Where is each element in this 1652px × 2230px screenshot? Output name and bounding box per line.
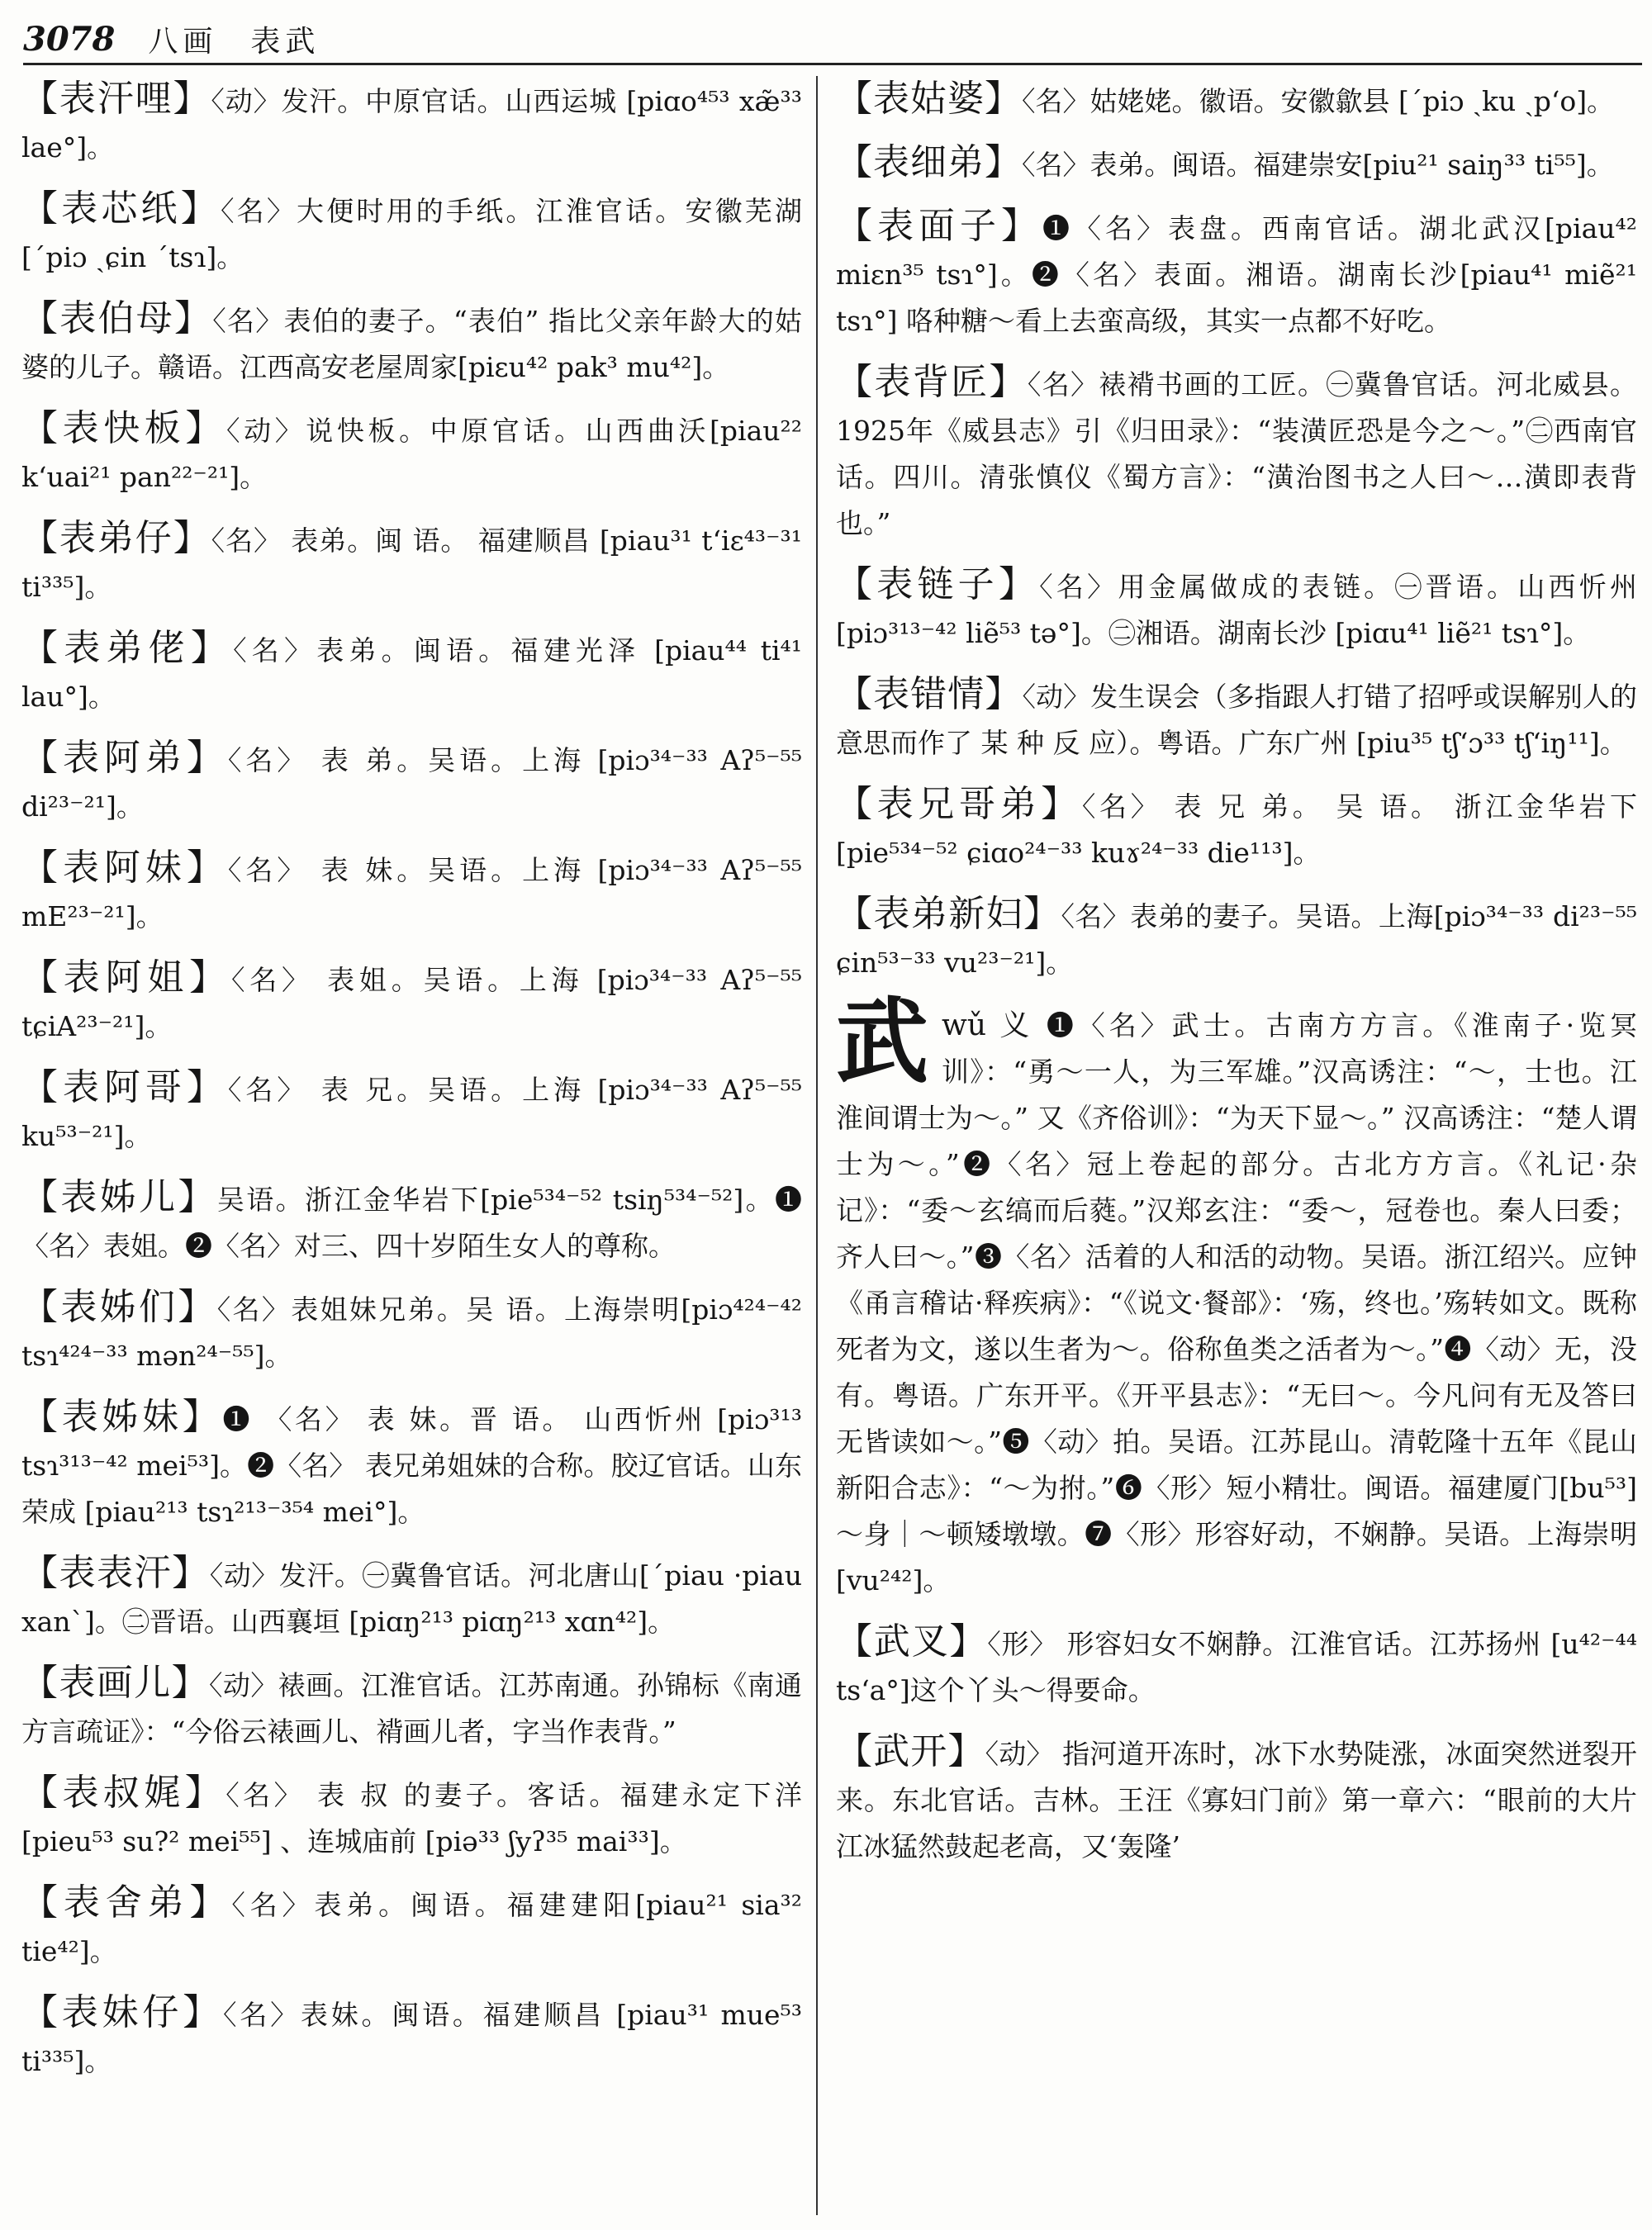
entry-term: 【表画儿】 bbox=[21, 1662, 210, 1704]
entry-text: 〈名〉 表弟。闽 语。 福建顺昌 [piau³¹ t‘iɛ⁴³⁻³¹ ti³³⁵]。 bbox=[21, 524, 803, 603]
head-character: 武 bbox=[836, 988, 928, 1096]
dictionary-entry bbox=[21, 845, 802, 940]
entry-text: 〈动〉说快板。中原官话。山西曲沃[piau²² k‘uai²¹ pan²²⁻²¹]。 bbox=[21, 415, 802, 493]
entry-term: 【表舍弟】 bbox=[21, 1881, 232, 1924]
entry-term: 【表面子】 bbox=[836, 205, 1043, 247]
entry-text: 〈名〉表妹。闽语。福建顺昌 [piau³¹ mue⁵³ ti³³⁵]。 bbox=[21, 1999, 803, 2077]
dictionary-entry bbox=[21, 406, 802, 501]
left-column bbox=[21, 76, 802, 2100]
head-character-definition: ❶〈名〉武士。古南方方言。《淮南子·览冥训》：“勇～一人，为三军雄。”汉高诱注：“～，士也。江淮间谓士为～。” 又《齐俗训》：“为天下显～。” 汉高诱注：“楚人谓士为～。”❷〈名〉冠上卷起的部分。古北方方言。《礼记·杂记》：“委～玄缟而后蕤。”汉郑玄注：“委～，冠卷也。秦人曰委；齐人曰～。”❸〈名〉活着的人和活的动物。吴语。浙江绍兴。应钟《甬言稽诂·释疾病》：“《说文·餐部》：‘殇，终也。’殇转如文。既称死者为文，遂以生者为～。俗称鱼类之活者为～。”❹〈动〉无，没有。粤语。广东开平。《开平县志》：“无曰～。今凡问有无及答曰无皆读如～。”❺〈动〉拍。吴语。江苏昆山。清乾隆十五年《昆山新阳合志》：“～为拊。”❻〈形〉短小精壮。闽语。福建厦门[bu⁵³] ～身｜～顿矮墩墩。❼〈形〉形容好动，不娴静。吴语。上海崇明 [vu²⁴²]。 bbox=[836, 1009, 1637, 1597]
entry-term: 【表姊儿】 bbox=[21, 1176, 217, 1218]
dictionary-entry bbox=[21, 296, 802, 391]
entry-term: 【表表汗】 bbox=[21, 1552, 210, 1594]
head-character-entry bbox=[836, 988, 1637, 1604]
entry-text: 〈名〉姑姥姥。徽语。安徽歙县 [ˊpiɔ ˏku ˏp‘o]。 bbox=[1022, 85, 1615, 117]
entry-text: 〈名〉表伯的妻子。“表伯” 指比父亲年龄大的姑婆的儿子。赣语。江西高安老屋周家[piɛu⁴² pak³ mu⁴²]。 bbox=[21, 305, 803, 383]
entry-term: 【表阿姐】 bbox=[21, 956, 231, 999]
dictionary-entry bbox=[836, 1729, 1637, 1870]
dictionary-entry bbox=[21, 515, 802, 610]
entry-term: 【表汗哩】 bbox=[21, 78, 211, 120]
entry-text: 〈动〉裱画。江淮官话。江苏南通。孙锦标《南通方言疏证》：“今俗云裱画儿、褙画儿者，字当作表背。” bbox=[21, 1669, 803, 1748]
headword-range: 表武 bbox=[250, 24, 320, 59]
entry-text: 〈名〉 表 叔 的妻子。客话。福建永定下洋 [pieu⁵³ su?² mei⁵⁵] 、连城庙前 [piə³³ ʃyʔ³⁵ mai³³]。 bbox=[21, 1779, 802, 1858]
entry-text: 〈名〉 表 兄。吴语。上海 [piɔ³⁴⁻³³ Aʔ⁵⁻⁵⁵ ku⁵³⁻²¹]。 bbox=[21, 1074, 802, 1152]
entry-text: 〈名〉表弟。闽语。福建建阳[piau²¹ sia³² tie⁴²]。 bbox=[21, 1889, 802, 1967]
page-header bbox=[23, 15, 1642, 65]
entry-term: 【表弟仔】 bbox=[21, 517, 211, 559]
entry-term: 【表背匠】 bbox=[836, 361, 1028, 403]
entry-term: 【表弟新妇】 bbox=[836, 893, 1061, 935]
entry-term: 【表阿哥】 bbox=[21, 1066, 228, 1108]
entry-term: 【表细弟】 bbox=[836, 141, 1022, 183]
column-divider bbox=[816, 76, 818, 2215]
entry-text: ❶ 〈名〉 表 妹。晋 语。 山西忻州 [piɔ³¹³ tsɿ³¹³⁻⁴² mei⁵³]。❷〈名〉 表兄弟姐妹的合称。胶辽官话。山东荣成 [piau²¹³ tsɿ²¹³⁻³⁵⁴ mei°]。 bbox=[21, 1403, 802, 1528]
entry-text: 〈动〉发汗。中原官话。山西运城 [piɑo⁴⁵³ xæ̃³³ lae°]。 bbox=[21, 85, 803, 164]
right-column bbox=[836, 76, 1637, 1885]
dictionary-entry bbox=[21, 625, 802, 720]
entry-term: 【表叔娓】 bbox=[21, 1772, 226, 1814]
section-label: 八画 bbox=[148, 24, 218, 59]
entry-term: 【表阿弟】 bbox=[21, 737, 228, 779]
entry-text: 〈动〉 指河道开冻时，冰下水势陡涨，冰面突然迸裂开来。东北官话。吉林。王汪《寡妇门前》第一章六：“眼前的大片江冰猛然鼓起老高，又‘轰隆’ bbox=[836, 1738, 1637, 1862]
dictionary-entry bbox=[836, 140, 1637, 188]
entry-term: 【表弟佬】 bbox=[21, 627, 234, 669]
dictionary-entry bbox=[836, 781, 1637, 876]
entry-text: 〈名〉大便时用的手纸。江淮官话。安徽芜湖[ˊpiɔ ˏɕin ˊtsɿ]。 bbox=[21, 195, 802, 273]
entry-term: 【表快板】 bbox=[21, 407, 226, 449]
dictionary-entry bbox=[21, 1990, 802, 2085]
entry-text: 〈名〉 表 妹。吴语。上海 [piɔ³⁴⁻³³ Aʔ⁵⁻⁵⁵ mE²³⁻²¹]。 bbox=[21, 854, 802, 932]
entry-term: 【表伯母】 bbox=[21, 297, 213, 339]
entry-text: 〈形〉 形容妇女不娴静。江淮官话。江苏扬州 [u⁴²⁻⁴⁴ ts‘a°]这个丫头～得要命。 bbox=[836, 1628, 1638, 1706]
dictionary-entry bbox=[836, 203, 1637, 344]
entry-text: 〈名〉表弟。闽语。福建光泽 [piau⁴⁴ ti⁴¹ lau°]。 bbox=[21, 634, 802, 713]
dictionary-entry bbox=[21, 76, 802, 171]
dictionary-entry bbox=[21, 1174, 802, 1269]
entry-term: 【表阿妹】 bbox=[21, 847, 228, 889]
entry-term: 【表兄哥弟】 bbox=[836, 783, 1082, 825]
dictionary-entry bbox=[836, 671, 1637, 766]
entry-text: 〈名〉表弟。闽语。福建崇安[piu²¹ saiŋ³³ ti⁵⁵]。 bbox=[1022, 149, 1614, 181]
page-number: 3078 bbox=[23, 19, 116, 59]
entry-term: 【表链子】 bbox=[836, 563, 1040, 605]
entry-term: 【武开】 bbox=[836, 1730, 985, 1772]
entry-term: 【表芯纸】 bbox=[21, 187, 221, 230]
entry-text: 〈名〉表弟的妻子。吴语。上海[piɔ³⁴⁻³³ di²³⁻⁵⁵ ɕin⁵³⁻³³ vu²³⁻²¹]。 bbox=[836, 900, 1638, 979]
dictionary-entry bbox=[21, 186, 802, 281]
dictionary-entry bbox=[21, 1770, 802, 1865]
entry-text: 吴语。浙江金华岩下[pie⁵³⁴⁻⁵² tsiŋ⁵³⁴⁻⁵²]。❶〈名〉表姐。❷〈名〉对三、四十岁陌生女人的尊称。 bbox=[21, 1184, 803, 1262]
entry-text: 〈动〉发汗。㊀冀鲁官话。河北唐山[ˊpiau ·piau xanˋ]。㊁晋语。山西襄垣 [piɑŋ²¹³ piɑŋ²¹³ xɑn⁴²]。 bbox=[21, 1559, 802, 1638]
dictionary-entry bbox=[836, 1619, 1637, 1714]
dictionary-entry bbox=[836, 891, 1637, 986]
dictionary-entry bbox=[21, 1550, 802, 1645]
dictionary-entry bbox=[21, 1880, 802, 1975]
entry-text: 〈名〉表姐妹兄弟。吴 语。上海崇明[piɔ⁴²⁴⁻⁴² tsɿ⁴²⁴⁻³³ mən²⁴⁻⁵⁵]。 bbox=[21, 1293, 802, 1372]
dictionary-entry bbox=[21, 735, 802, 830]
entry-text: 〈名〉 表 兄 弟。 吴 语。 浙江金华岩下 [pie⁵³⁴⁻⁵² ɕiɑo²⁴⁻³³ kuɤ²⁴⁻³³ die¹¹³]。 bbox=[836, 790, 1637, 869]
dictionary-entry bbox=[21, 1394, 802, 1535]
entry-term: 【表姑婆】 bbox=[836, 78, 1022, 120]
dictionary-entry bbox=[21, 1284, 802, 1379]
head-character-pinyin: wǔ 义 bbox=[942, 1008, 1034, 1042]
entry-term: 【武叉】 bbox=[836, 1620, 988, 1663]
dictionary-entry bbox=[21, 1660, 802, 1755]
dictionary-entry bbox=[21, 955, 802, 1050]
dictionary-entry bbox=[21, 1065, 802, 1160]
entry-term: 【表妹仔】 bbox=[21, 1991, 224, 2033]
entry-text: 〈名〉 表姐。吴语。上海 [piɔ³⁴⁻³³ Aʔ⁵⁻⁵⁵ tɕiA²³⁻²¹]。 bbox=[21, 964, 803, 1042]
entry-text: ❶〈名〉表盘。西南官话。湖北武汉[piau⁴² miɛn³⁵ tsɿ°]。❷〈名〉表面。湘语。湖南长沙[piau⁴¹ miẽ²¹ tsɿ°] 咯种糖～看上去蛮高级，其实一点都不好吃。 bbox=[836, 212, 1637, 337]
entry-text: 〈名〉用金属做成的表链。㊀晋语。山西忻州[piɔ³¹³⁻⁴² liẽ⁵³ tə°]。㊁湘语。湖南长沙 [piɑu⁴¹ liẽ²¹ tsɿ°]。 bbox=[836, 571, 1638, 649]
entry-term: 【表姊们】 bbox=[21, 1286, 217, 1328]
entry-text: 〈名〉裱褙书画的工匠。㊀冀鲁官话。河北威县。1925年《威县志》引《归田录》：“装潢匠恐是今之～。”㊁西南官话。四川。清张慎仪《蜀方言》：“潢治图书之人曰～…潢即表背也。” bbox=[836, 368, 1638, 539]
entry-term: 【表错情】 bbox=[836, 673, 1023, 715]
entry-text: 〈名〉 表 弟。吴语。上海 [piɔ³⁴⁻³³ Aʔ⁵⁻⁵⁵ di²³⁻²¹]。 bbox=[21, 744, 802, 823]
entry-term: 【表姊妹】 bbox=[21, 1396, 223, 1438]
dictionary-entry bbox=[836, 562, 1637, 657]
entry-text: 〈动〉发生误会（多指跟人打错了招呼或误解别人的意思而作了 某 种 反 应）。粤语。广东广州 [piu³⁵ tʃ‘ɔ³³ tʃ‘iŋ¹¹]。 bbox=[836, 681, 1638, 759]
dictionary-entry bbox=[836, 76, 1637, 125]
dictionary-entry bbox=[836, 359, 1637, 547]
